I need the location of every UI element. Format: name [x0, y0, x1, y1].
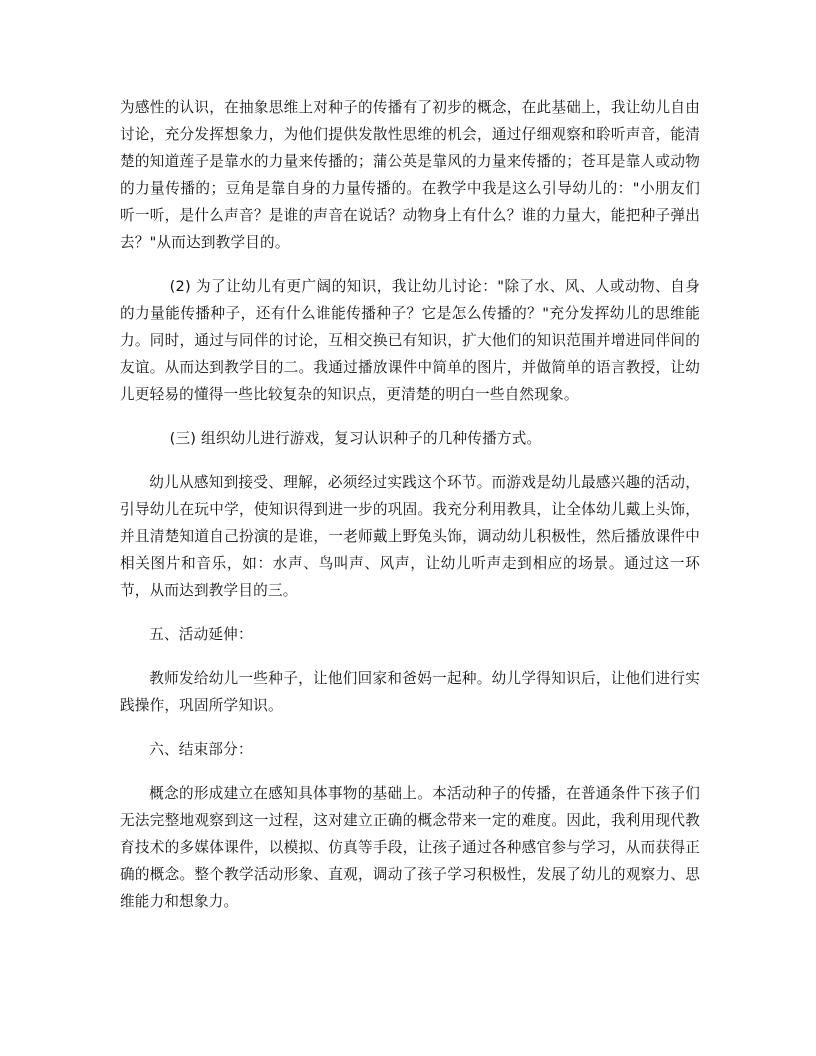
- paragraph-5: 概念的形成建立在感知具体事物的基础上。本活动种子的传播，在普通条件下孩子们无法完整地观察到这一过程，这对建立正确的概念带来一定的难度。因此，我利用现代教育技术的多媒体课件，以模拟、仿真等手段，让孩子通过各种感官参与学习，从而获得正确的概念。整个教学活动形象、直观，调动了孩子学习积极性，发展了幼儿的观察力、思维能力和想象力。: [120, 785, 700, 910]
- section-heading-ending: 六、结束部分：: [149, 741, 253, 758]
- section-heading-game: (三) 组织幼儿进行游戏，复习认识种子的几种传播方式。: [169, 430, 542, 447]
- paragraph-3: 幼儿从感知到接受、理解，必须经过实践这个环节。而游戏是幼儿最感兴趣的活动，引导幼儿在玩中学，使知识得到进一步的巩固。我充分利用教具，让全体幼儿戴上头饰，并且清楚知道自己扮演的是谁，一老师戴上野兔头饰，调动幼儿积极性，然后播放课件中相关图片和音乐，如：水声、鸟叫声、风声，让幼儿听声走到相应的场景。通过这一环节，从而达到教学目的三。: [120, 474, 700, 599]
- paragraph-1: 为感性的认识，在抽象思维上对种子的传播有了初步的概念，在此基础上，我让幼儿自由讨论，充分发挥想象力，为他们提供发散性思维的机会，通过仔细观察和聆听声音，能清楚的知道莲子是靠水的力量来传播的；蒲公英是靠风的力量来传播的；苍耳是靠人或动物的力量传播的；豆角是靠自身的力量传播的。在教学中我是这么引导幼儿的："小朋友们听一听，是什么声音？是谁的声音在说话？动物身上有什么？谁的力量大，能把种子弹出去？"从而达到教学目的。: [120, 99, 700, 251]
- paragraph-4: 教师发给幼儿一些种子，让他们回家和爸妈一起种。幼儿学得知识后，让他们进行实践操作，巩固所学知识。: [120, 670, 700, 714]
- section-heading-extension: 五、活动延伸：: [149, 626, 253, 643]
- document-page: [120, 94, 700, 915]
- paragraph-2: (2) 为了让幼儿有更广阔的知识，我让幼儿讨论："除了水、风、人或动物、自身的力量能传播种子，还有什么谁能传播种子？它是怎么传播的？"充分发挥幼儿的思维能力。同时，通过与同伴的讨论，互相交换已有知识，扩大他们的知识范围并增进同伴间的友谊。从而达到教学目的二。我通过播放课件中简单的图片，并做简单的语言教授，让幼儿更轻易的懂得一些比较复杂的知识点，更清楚的明白一些自然现象。: [120, 278, 700, 403]
